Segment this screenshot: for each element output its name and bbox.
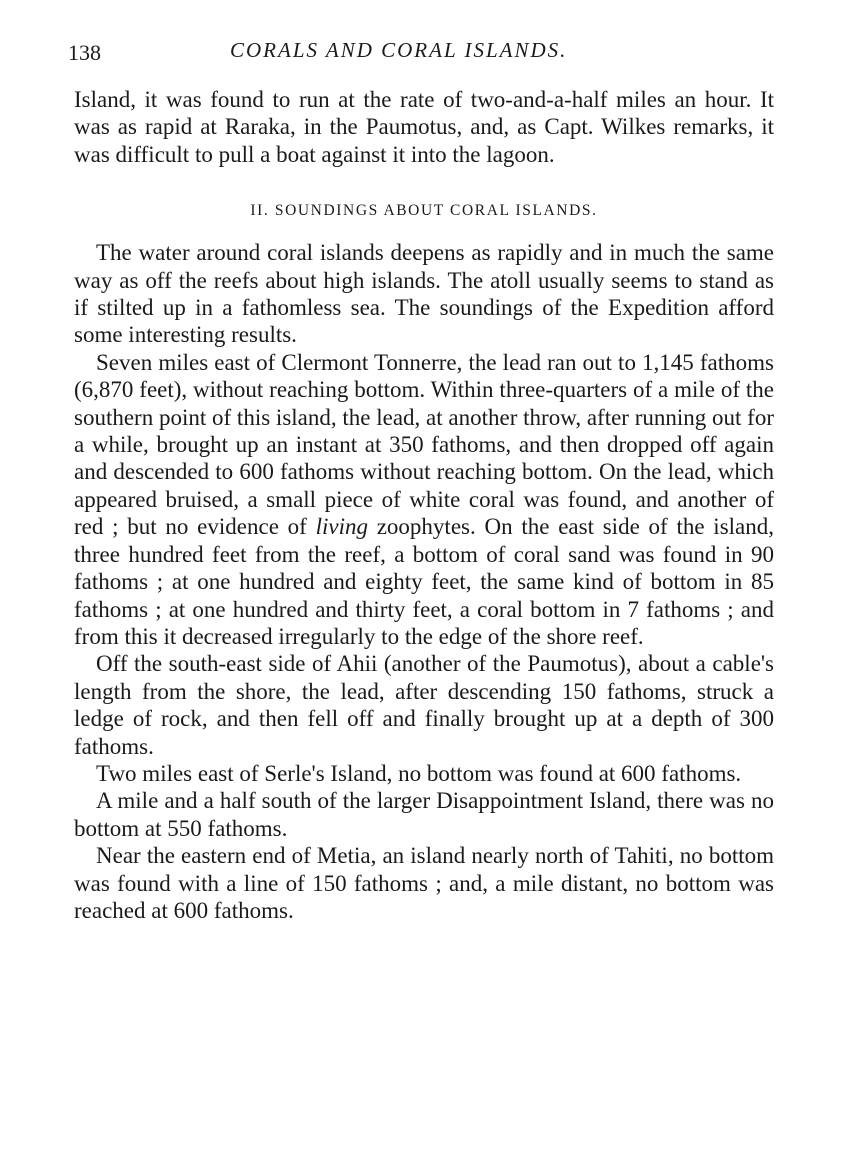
page-number: 138 xyxy=(68,40,101,65)
paragraph-text-before: Seven miles east of Clermont Tonnerre, the lead ran out to 1,145 fathoms (6,870 feet), without reaching bottom. Within three-quarters of a mile of the southern point of this island, the lead, at another throw, after running out for a while, brought up an instant at 350 fathoms, and then dropped off again and descended to 600 fathoms without reaching bottom. On the lead, which appeared bruised, a small piece of white coral was found, and another of red ; but no evidence of xyxy=(74,349,774,540)
book-page xyxy=(68,38,774,924)
running-title: CORALS AND CORAL ISLANDS. xyxy=(230,38,568,62)
paragraph-serle-island: Two miles east of Serle's Island, no bottom was found at 600 fathoms. xyxy=(96,760,742,786)
paragraph-text-after: zoophytes. On the east side of the island, three hundred feet from the reef, a bottom of coral sand was found in 90 fathoms ; at one hundred and eighty feet, the same kind of bottom in 85 fathoms ; at one hundred and thirty feet, a coral bottom in 7 fathoms ; and from this it decreased irregularly to the edge of the shore reef. xyxy=(74,514,774,649)
body-text-top xyxy=(74,86,774,168)
paragraph-intro: The water around coral islands deepens as rapidly and in much the same way as off the reefs about high islands. The atoll usually seems to stand as if stilted up in a fathomless sea. The soundings of the Expedition afford some interesting results. xyxy=(74,240,774,348)
paragraph-clermont-tonnerre xyxy=(74,349,774,650)
section-body xyxy=(74,239,774,924)
running-head xyxy=(68,38,774,72)
emphasis-living: living xyxy=(315,514,368,540)
paragraph-ahii: Off the south-east side of Ahii (another of the Paumotus), about a cable's length from the shore, the lead, after descending 150 fathoms, struck a ledge of rock, and then fell off and finally brought up at a depth of 300 fathoms. xyxy=(74,651,774,759)
paragraph-disappointment-island: A mile and a half south of the larger Disappointment Island, there was no bottom at 550 fathoms. xyxy=(74,788,774,841)
section-heading: II. SOUNDINGS ABOUT CORAL ISLANDS. xyxy=(250,202,598,220)
continued-paragraph: Island, it was found to run at the rate of two-and-a-half miles an hour. It was as rapid at Raraka, in the Paumotus, and, as Capt. Wilkes remarks, it was difficult to pull a boat against it into the lagoon. xyxy=(74,87,774,167)
paragraph-metia: Near the eastern end of Metia, an island nearly north of Tahiti, no bottom was found with a line of 150 fathoms ; and, a mile distant, no bottom was reached at 600 fathoms. xyxy=(74,843,774,923)
